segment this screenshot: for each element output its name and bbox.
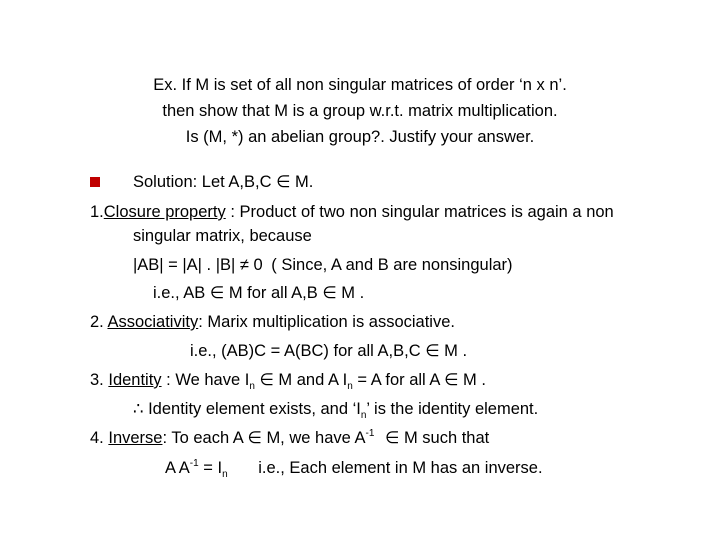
determinant-line — [133, 255, 513, 275]
is-identity-text: ’ is the identity element. — [366, 400, 539, 418]
assoc-ie: i.e., (AB)C = A(BC) for all A,B,C ∈ M . — [190, 342, 468, 360]
identity-line — [90, 370, 486, 390]
inverse-ie: i.e., Each element in M has an inverse. — [258, 459, 543, 477]
closure-term: Closure property — [103, 203, 226, 221]
identity-therefore-line — [133, 399, 538, 419]
assoc-text: : Marix multiplication is associative. — [198, 313, 455, 331]
determinant-note: ( Since, A and B are nonsingular) — [271, 256, 513, 274]
identity-in-m: ∈ M and A I — [259, 371, 348, 389]
identity-have: : We have I — [166, 371, 250, 389]
inverse-sub-n: n — [222, 469, 228, 480]
therefore-text: ∴ Identity element exists, and ‘I — [133, 400, 361, 418]
assoc-number: 2. — [90, 313, 104, 331]
inverse-such: ∈ M such that — [385, 429, 490, 447]
inverse-line — [90, 428, 489, 448]
identity-number: 3. — [90, 371, 104, 389]
inverse-sup: -1 — [365, 428, 375, 439]
inverse-a-a: A A — [165, 459, 190, 477]
identity-eq: = A for all A ∈ M . — [357, 371, 486, 389]
title-line-3: Is (M, *) an abelian group?. Justify your answer. — [185, 128, 535, 146]
inverse-sup-2: -1 — [189, 458, 199, 469]
closure-number: 1. — [90, 203, 104, 221]
solution-line: Solution: Let A,B,C ∈ M. — [133, 173, 314, 191]
identity-sub-n: n — [249, 381, 255, 392]
bullet-marker — [90, 177, 100, 187]
identity-term: Identity — [108, 371, 162, 389]
closure-line — [90, 202, 614, 222]
title-line-2: then show that M is a group w.r.t. matrix multiplication. — [162, 102, 558, 120]
identity-sub-n-3: n — [360, 410, 367, 421]
closure-text: : Product of two non singular matrices is again a non — [230, 203, 614, 221]
determinant-equation: |AB| = |A| . |B| ≠ 0 — [133, 256, 263, 274]
inverse-number: 4. — [90, 429, 104, 447]
identity-sub-n-2: n — [347, 381, 353, 392]
assoc-term: Associativity — [107, 313, 199, 331]
assoc-line — [90, 312, 455, 332]
inverse-eq-line — [165, 458, 543, 478]
closure-cont: singular matrix, because — [133, 227, 312, 245]
inverse-text: : To each A ∈ M, we have A — [162, 429, 366, 447]
inverse-eq-i: = I — [203, 459, 223, 477]
title-line-1: Ex. If M is set of all non singular matrices of order ‘n x n’. — [153, 76, 567, 94]
closure-ie: i.e., AB ∈ M for all A,B ∈ M . — [153, 284, 365, 302]
inverse-term: Inverse — [108, 429, 163, 447]
